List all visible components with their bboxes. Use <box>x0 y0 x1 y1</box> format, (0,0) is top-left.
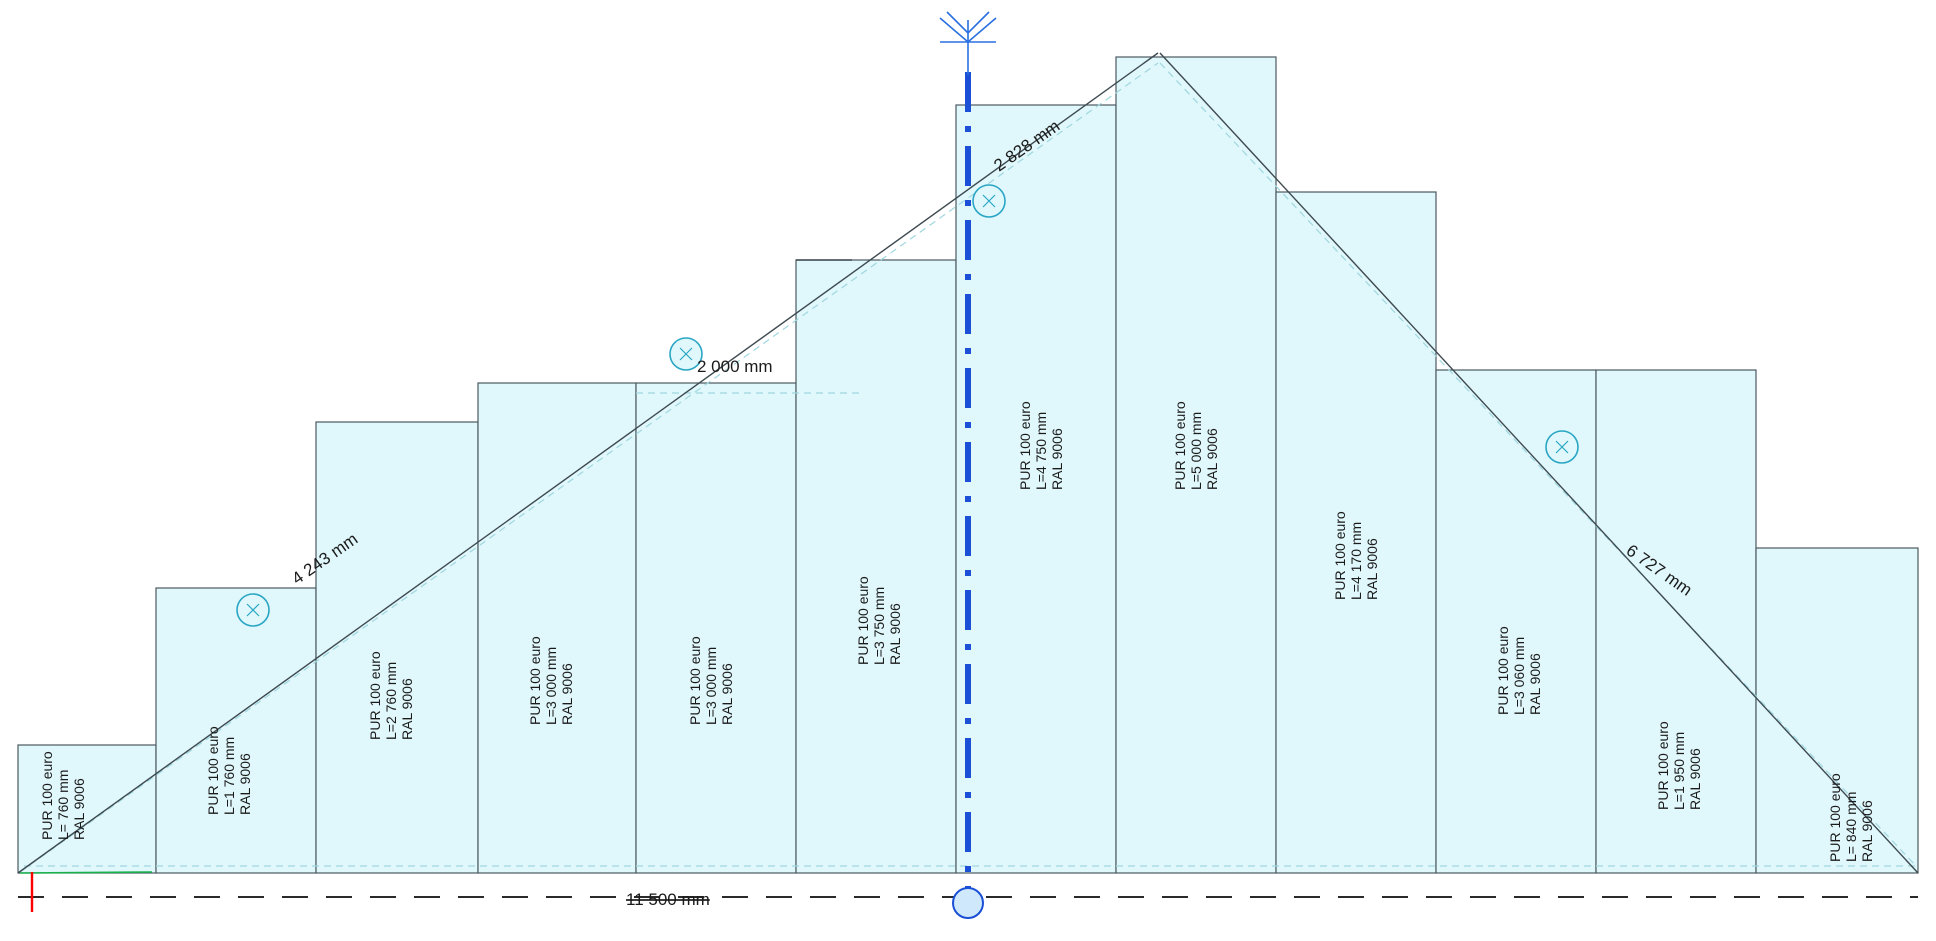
panel-label-line3: RAL 9006 <box>719 663 735 725</box>
panel-label-line1: PUR 100 euro <box>1655 721 1671 810</box>
panel-label-line3: RAL 9006 <box>399 678 415 740</box>
panel-rect[interactable] <box>636 383 796 873</box>
panel-label-line3: RAL 9006 <box>1527 653 1543 715</box>
panel-label-line2: L=3 000 mm <box>703 646 719 725</box>
panel-label-line1: PUR 100 euro <box>1827 773 1843 862</box>
panel-label-line1: PUR 100 euro <box>855 576 871 665</box>
section-marker-x[interactable] <box>237 594 269 626</box>
panel-label-line1: PUR 100 euro <box>1172 401 1188 490</box>
panel-label-line2: L=1 760 mm <box>221 736 237 815</box>
panel-rect[interactable] <box>478 383 636 873</box>
panel-label-line1: PUR 100 euro <box>527 636 543 725</box>
panel-label-line2: L=2 760 mm <box>383 661 399 740</box>
panel-label-line3: RAL 9006 <box>1364 538 1380 600</box>
panel-label-line3: RAL 9006 <box>1204 428 1220 490</box>
panel-rect[interactable] <box>796 260 956 873</box>
panel-label-line1: PUR 100 euro <box>39 751 55 840</box>
panel-label-line1: PUR 100 euro <box>1332 511 1348 600</box>
panel-label-line3: RAL 9006 <box>887 603 903 665</box>
panel-label-line1: PUR 100 euro <box>205 726 221 815</box>
section-marker-x[interactable] <box>1546 431 1578 463</box>
axis-grip-circle[interactable] <box>953 888 983 918</box>
panel-label-line1: PUR 100 euro <box>1495 626 1511 715</box>
dimension-mid-step: 2 000 mm <box>697 357 773 376</box>
green-reference-line <box>20 872 152 873</box>
panel-label-line3: RAL 9006 <box>1687 748 1703 810</box>
panel-label-line3: RAL 9006 <box>237 753 253 815</box>
dimension-baseline: 11 500 mm <box>626 890 710 909</box>
dimension-right-slope: 6 727 mm <box>1622 540 1696 600</box>
panel-label-line2: L=3 750 mm <box>871 586 887 665</box>
panel-label-line1: PUR 100 euro <box>687 636 703 725</box>
panel-label-line2: L=3 060 mm <box>1511 636 1527 715</box>
panel-label-line3: RAL 9006 <box>1859 800 1875 862</box>
panel-label-line2: L=4 170 mm <box>1348 521 1364 600</box>
panel-label-line2: L=3 000 mm <box>543 646 559 725</box>
panel-label-line2: L=4 750 mm <box>1033 411 1049 490</box>
panel-label-line2: L= 840 mm <box>1843 791 1859 862</box>
panel-rect[interactable] <box>156 588 316 873</box>
panel-label-line2: L=1 950 mm <box>1671 731 1687 810</box>
panel-label-line1: PUR 100 euro <box>1017 401 1033 490</box>
panel-label-line2: L=5 000 mm <box>1188 411 1204 490</box>
panel-label-line3: RAL 9006 <box>559 663 575 725</box>
panel-label-line1: PUR 100 euro <box>367 651 383 740</box>
panel-rect[interactable] <box>316 422 478 873</box>
panel-label-line2: L= 760 mm <box>55 769 71 840</box>
dimension-ridge-left: 2 828 mm <box>990 116 1064 176</box>
section-marker-x[interactable] <box>973 185 1005 217</box>
dimension-left-slope: 4 243 mm <box>288 529 362 589</box>
panel-label-line3: RAL 9006 <box>1049 428 1065 490</box>
panel-label-line3: RAL 9006 <box>71 778 87 840</box>
